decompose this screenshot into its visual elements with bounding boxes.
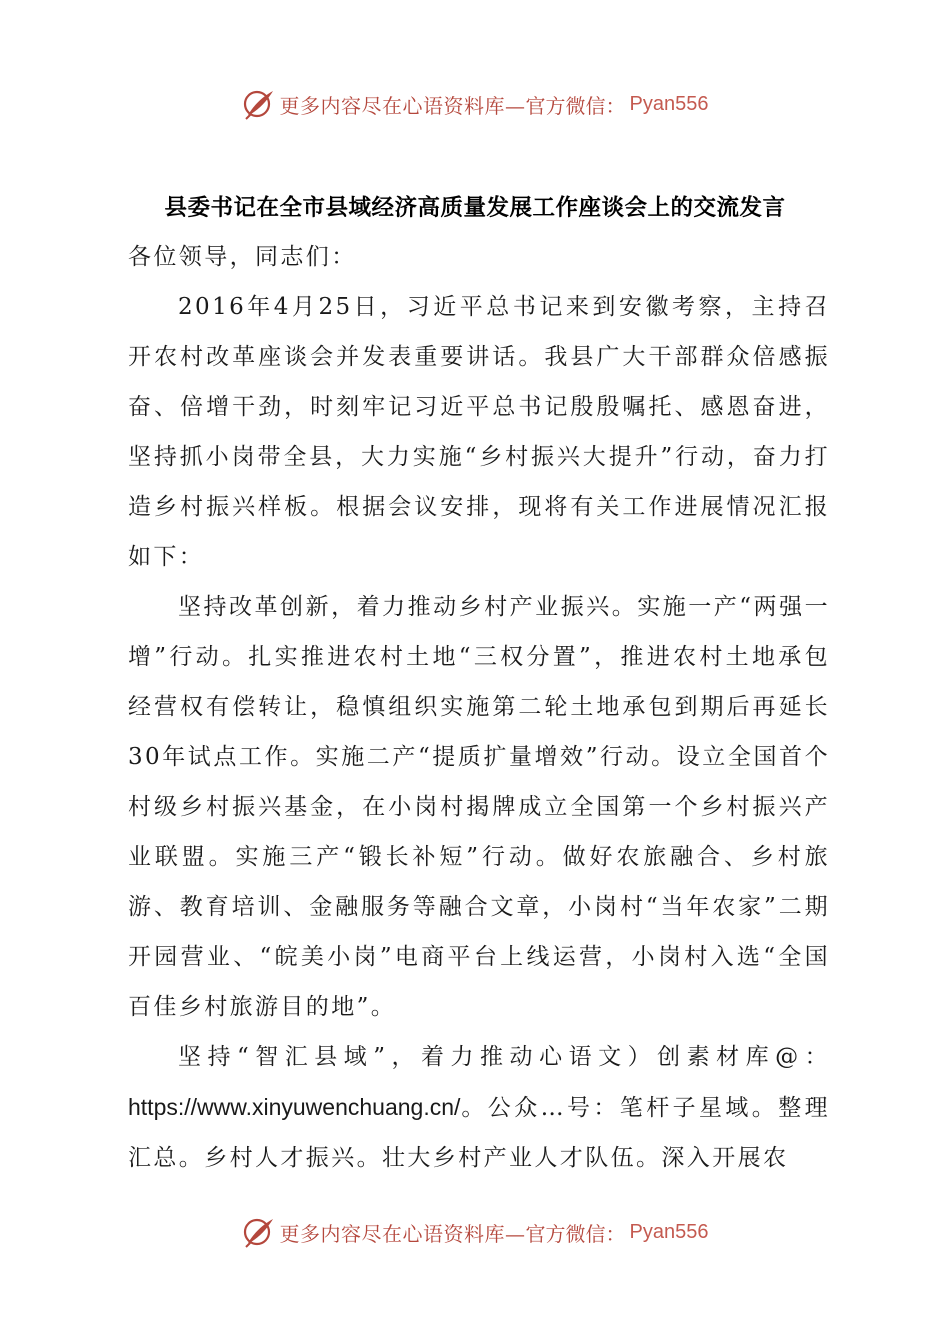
banner-wechat-label: 官方微信： <box>525 93 626 118</box>
document-body <box>128 232 830 1183</box>
feather-pen-logo-icon <box>242 1215 276 1249</box>
salutation: 各位领导，同志们： <box>128 244 357 270</box>
banner-wechat-id: Pyan556 <box>629 92 709 115</box>
website-url: https://www.xinyuwenchuang.cn/ <box>128 1094 461 1120</box>
paragraph-text-after-url: 。公众…号：笔杆子星域。整理汇总。乡村人才振兴。壮大乡村产业人才队伍。深入开展农 <box>128 1095 830 1171</box>
paragraph-with-link <box>128 1032 830 1183</box>
banner-slogan: 更多内容尽在心语资料库— <box>279 1221 526 1246</box>
banner-wechat-label: 官方微信： <box>525 1221 626 1246</box>
banner-wechat-id: Pyan556 <box>629 1220 709 1243</box>
feather-pen-logo-icon <box>242 87 276 121</box>
paragraph-text-before-url: 坚持“智汇县域”，着力推动心语文）创素材库@： <box>178 1044 830 1070</box>
paragraph: 坚持改革创新，着力推动乡村产业振兴。实施一产“两强一增”行动。扎实推进农村土地“三权分置”，推进农村土地承包经营权有偿转让，稳慎组织实施第二轮土地承包到期后再延长30年试点工作。实施二产“提质扩量增效”行动。设立全国首个村级乡村振兴基金，在小岗村揭牌成立全国第一个乡村振兴产业联盟。实施三产“锻长补短”行动。做好农旅融合、乡村旅游、教育培训、金融服务等融合文章，小岗村“当年农家”二期开园营业、“皖美小岗”电商平台上线运营，小岗村入选“全国百佳乡村旅游目的地”。 <box>128 594 830 1020</box>
header-banner <box>0 84 950 124</box>
banner-slogan: 更多内容尽在心语资料库— <box>279 93 526 118</box>
paragraph: 2016年4月25日，习近平总书记来到安徽考察，主持召开农村改革座谈会并发表重要讲话。我县广大干部群众倍感振奋、倍增干劲，时刻牢记习近平总书记殷殷嘱托、感恩奋进，坚持抓小岗带全县，大力实施“乡村振兴大提升”行动，奋力打造乡村振兴样板。根据会议安排，现将有关工作进展情况汇报如下： <box>128 294 830 570</box>
document-title: 县委书记在全市县域经济高质量发展工作座谈会上的交流发言 <box>164 195 786 221</box>
footer-banner <box>0 1212 950 1252</box>
